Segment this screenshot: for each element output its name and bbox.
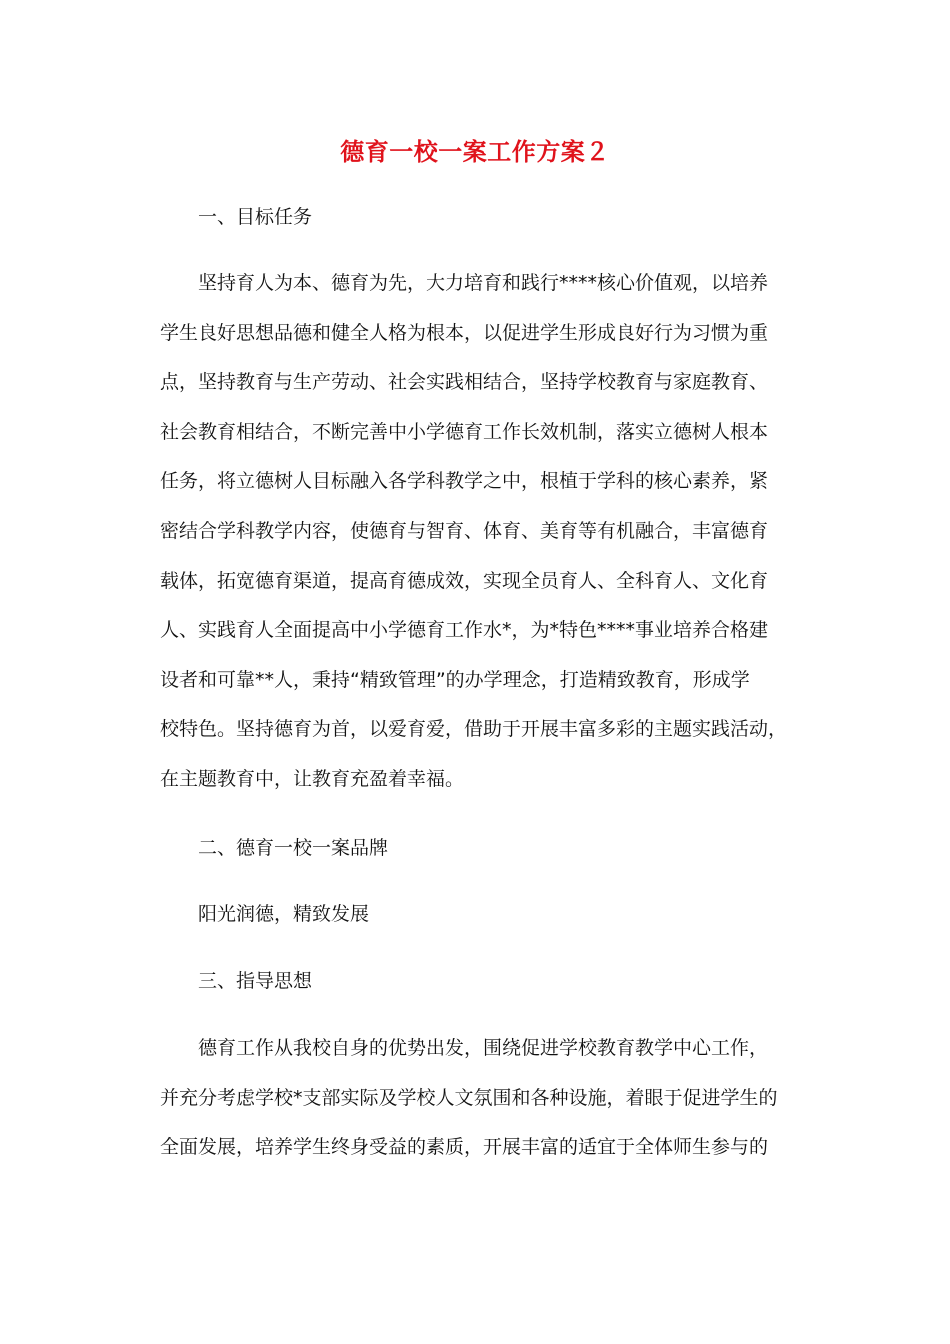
- paragraph-line: 在主题教育中，让教育充盈着幸福。: [160, 767, 465, 790]
- paragraph-line: 德育工作从我校自身的优势出发，围绕促进学校教育教学中心工作，: [198, 1037, 769, 1059]
- section-heading-goals: 一、目标任务: [198, 206, 313, 228]
- paragraph-line: 密结合学科教学内容，使德育与智育、体育、美育等有机融合，丰富德育: [160, 519, 769, 542]
- document-title: 德育一校一案工作方案２: [340, 138, 610, 166]
- paragraph-guiding-ideology: [160, 1024, 800, 1173]
- paragraph-line: 校特色。坚持德育为首，以爱育爱，借助于开展丰富多彩的主题实践活动，: [160, 718, 788, 741]
- paragraph-line: 全面发展，培养学生终身受益的素质，开展丰富的适宜于全体师生参与的: [160, 1136, 769, 1159]
- paragraph-line: 点，坚持教育与生产劳动、社会实践相结合，坚持学校教育与家庭教育、: [160, 371, 769, 394]
- paragraph-line: 载体，拓宽德育渠道，提高育德成效，实现全员育人、全科育人、文化育: [160, 569, 769, 592]
- paragraph-line: 并充分考虑学校*支部实际及学校人文氛围和各种设施，着眼于促进学生的: [160, 1086, 778, 1109]
- paragraph-line: 坚持育人为本、德育为先，大力培育和践行****核心价值观，以培养: [198, 272, 769, 294]
- paragraph-line: 学生良好思想品德和健全人格为根本，以促进学生形成良好行为习惯为重: [160, 321, 769, 344]
- section-heading-brand: 二、德育一校一案品牌: [198, 837, 389, 859]
- section-heading-guiding-ideology: 三、指导思想: [198, 970, 313, 992]
- paragraph-goals: [160, 259, 800, 805]
- paragraph-line: 任务，将立德树人目标融入各学科教学之中，根植于学科的核心素养，紧: [160, 470, 769, 493]
- paragraph-line: 设者和可靠**人，秉持“精致管理”的办学理念，打造精致教育，形成学: [160, 668, 750, 691]
- paragraph-line: 人、实践育人全面提高中小学德育工作水*，为*特色****事业培养合格建: [160, 619, 769, 642]
- brand-slogan: 阳光润德，精致发展: [198, 903, 370, 925]
- paragraph-line: 社会教育相结合，不断完善中小学德育工作长效机制，落实立德树人根本: [160, 420, 769, 443]
